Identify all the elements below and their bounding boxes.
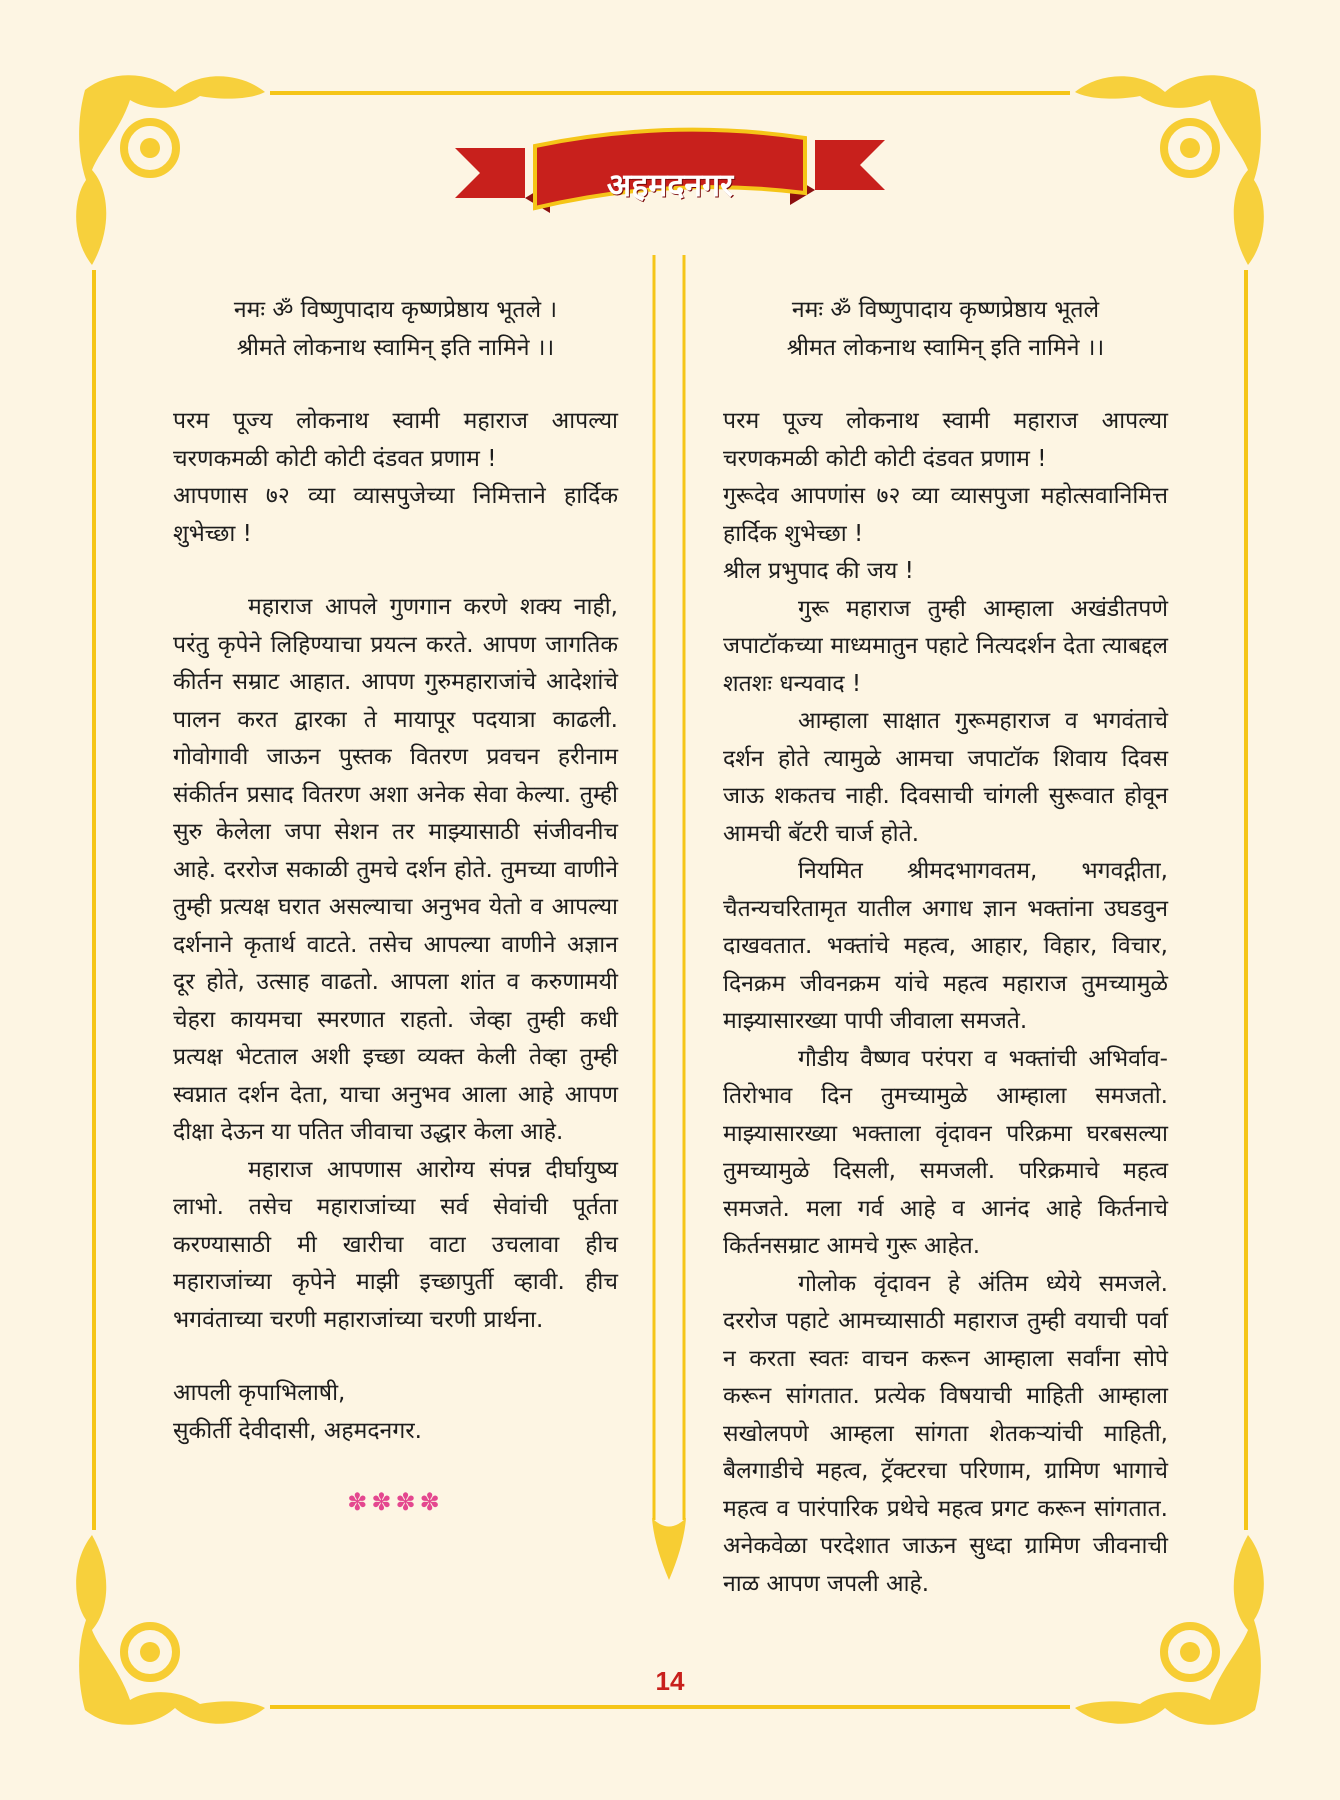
verse-line: श्रीमते लोकनाथ स्वामिन् इति नामिने ।।: [236, 334, 555, 361]
corner-ornament-top-right-icon: [1075, 75, 1264, 265]
verse-line: श्रीमत लोकनाथ स्वामिन् इति नामिने ।।: [786, 334, 1105, 361]
body-paragraph: महाराज आपणास आरोग्य संपन्न दीर्घायुष्य लाभो. तसेच महाराजांच्या सर्व सेवांची पूर्तता करण्यासाठी मी खारीचा वाटा उचलावा हीच महाराजांच्या कृपेने माझी इच्छापुर्ती व्हावी. हीच भगवंताच्या चरणी महाराजांच्या चरणी प्रार्थना.: [173, 1156, 618, 1333]
greeting-line: परम पूज्य लोकनाथ स्वामी महाराज आपल्या चरणकमळी कोटी कोटी दंडवत प्रणाम !: [723, 408, 1168, 472]
author-signature: सुकीर्ती देवीदासी, अहमदनगर.: [173, 1417, 422, 1444]
body-paragraph: गोलोक वृंदावन हे अंतिम ध्येये समजले. दररोज पहाटे आमच्यासाठी महाराज तुम्ही वयाची पर्वा न करता स्वतः वाचन करून आम्हाला सर्वांना सोपे करून सांगतात. प्रत्येक विषयाची माहिती आम्हाला सखोलपणे आम्हला सांगता शेतकऱ्यांची माहिती, बैलगाडीचे महत्व, ट्रॅक्टरचा परिणाम, ग्रामिण भागाचे महत्व व पारंपारिक प्रथेचे महत्व प्रगट करून सांगतात. अनेकवेळा परदेशात जाऊन सुध्दा ग्रामिण जीवनाची नाळ आपण जपली आहे.: [723, 1270, 1168, 1597]
greeting-line: परम पूज्य लोकनाथ स्वामी महाराज आपल्या चरणकमळी कोटी कोटी दंडवत प्रणाम !: [173, 408, 618, 472]
body-paragraph: गौडीय वैष्णव परंपरा व भक्तांची अभिर्वाव-तिरोभाव दिन तुमच्यामुळे आम्हाला समजतो. माझ्यासारख्या भक्ताला वृंदावन परिक्रमा घरबसल्या तुमच्यामुळे दिसली, समजली. परिक्रमाचे महत्व समजते. मला गर्व आहे व आनंद आहे किर्तनाचे किर्तनसम्राट आमचे गुरू आहेत.: [723, 1045, 1168, 1259]
body-paragraph: आम्हाला साक्षात गुरूमहाराज व भगवंताचे दर्शन होते त्यामुळे आमचा जपाटॉक शिवाय दिवस जाऊ शकतच नाही. दिवसाची चांगली सुरूवात होवून आमची बॅटरी चार्ज होते.: [723, 708, 1168, 847]
corner-ornament-top-left-icon: [76, 75, 265, 265]
column-divider: [654, 255, 684, 1520]
greeting-line: श्रील प्रभुपाद की जय !: [723, 558, 914, 584]
separator-stars: ✽✽✽✽: [347, 1488, 444, 1516]
page-number: 14: [655, 1666, 685, 1696]
signoff-line: आपली कृपाभिलाषी,: [173, 1380, 346, 1406]
left-column: [173, 292, 618, 1522]
verse-block: [723, 292, 1168, 367]
body-paragraph: महाराज आपले गुणगान करणे शक्य नाही, परंतु कृपेने लिहिण्याचा प्रयत्न करते. आपण जागतिक कीर्तन सम्राट आहात. आपण गुरुमहाराजांचे आदेशांचे पालन करत द्वारका ते मायापूर पदयात्रा काढली. गोवोगावी जाऊन पुस्तक वितरण प्रवचन हरीनाम संकीर्तन प्रसाद वितरण अशा अनेक सेवा केल्या. तुम्ही सुरु केलेला जपा सेशन तर माझ्यासाठी संजीवनीच आहे. दररोज सकाळी तुमचे दर्शन होते. तुमच्या वाणीने तुम्ही प्रत्यक्ष घरात असल्याचा अनुभव येतो व आपल्या दर्शनाने कृतार्थ वाटते. तसेच आपल्या वाणीने अज्ञान दूर होते, उत्साह वाढतो. आपला शांत व करुणामयी चेहरा कायमचा स्मरणात राहतो. जेव्हा तुम्ही कधी प्रत्यक्ष भेटताल अशी इच्छा व्यक्त केली तेव्हा तुम्ही स्वप्नात दर्शन देता, याचा अनुभव आला आहे आपण दीक्षा देऊन या पतित जीवाचा उद्धार केला आहे.: [173, 594, 618, 1145]
greeting-line: आपणास ७२ व्या व्यासपुजेच्या निमित्ताने हार्दिक शुभेच्छा !: [173, 483, 618, 547]
verse-block: [173, 292, 618, 367]
greeting-line: गुरूदेव आपणांस ७२ व्या व्यासपुजा महोत्सवानिमित्त हार्दिक शुभेच्छा !: [723, 483, 1168, 547]
body-paragraph: गुरू महाराज तुम्ही आम्हाला अखंडीतपणे जपाटॉकच्या माध्यमातुन पहाटे नित्यदर्शन देता त्याबद्दल शतशः धन्यवाद !: [723, 595, 1168, 697]
verse-line: नमः ॐ विष्णुपादाय कृष्णप्रेष्ठाय भूतले: [791, 297, 1100, 323]
right-column: [723, 292, 1168, 1603]
banner-title: अहमदनगर: [606, 166, 734, 204]
corner-ornament-bottom-left-icon: [76, 1535, 265, 1725]
body-paragraph: नियमित श्रीमदभागवतम, भगवद्गीता, चैतन्यचरितामृत यातील अगाध ज्ञान भक्तांना उघडवुन दाखवतात. भक्तांचे महत्व, आहार, विहार, विचार, दिनक्रम जीवनक्रम यांचे महत्व महाराज तुमच्यामुळे माझ्यासारख्या पापी जीवाला समजते.: [723, 858, 1168, 1034]
divider-drop-icon: [652, 1518, 686, 1580]
verse-line: नमः ॐ विष्णुपादाय कृष्णप्रेष्ठाय भूतले ।: [233, 297, 558, 323]
